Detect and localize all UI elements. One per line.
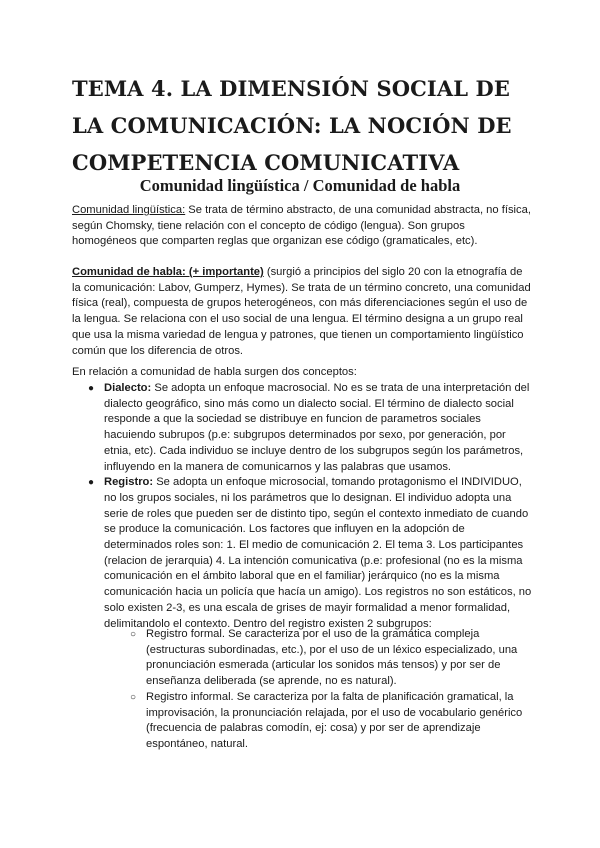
term-comunidad-de-habla: Comunidad de habla: (+ importante): [72, 266, 264, 278]
intro-paragraph: En relación a comunidad de habla surgen dos conceptos:: [72, 366, 357, 378]
paragraph-text: Se trata de término abstracto, de una comunidad abstracta, no física, según Chomsky, tiene relación con el concepto de código (lengua). Son grupos homogéneos que comparten reglas que organizan ese código (gramaticales, etc).: [72, 204, 531, 248]
paragraph-text: (surgió a principios del siglo 20 con la etnografía de la comunicación: Labov, Gumperz, Hymes). Se trata de un término concreto, una comunidad física (real), compuesta de grupos heterogéneos, con más diferenciaciones según el uso de la lengua. Se relaciona con el uso social de una lengua. El término designa a un grupo real que usa la misma variedad de lengua y patrones, que tienen un comportamiento lingüístico común que los diferencia de otros.: [72, 266, 531, 357]
list-item: [130, 627, 532, 690]
item-text: Se adopta un enfoque macrosocial. No es se trata de una interpretación del dialecto geográfico, sino más como un dialecto social. El término de dialecto social responde a que la sociedad se distribuye en funcion de parametros sociales hacuiendo subrupos (p.e: subgrupos determinados por sexo, por generación, por etnia, etc). Cada individuo se incluye dentro de los subgrupos según los parámetros, influyendo en la manera de comunicarnos y las palabras que usamos.: [104, 382, 530, 473]
bullet-icon: ●: [88, 477, 95, 489]
term-registro: Registro:: [104, 476, 154, 489]
subgroup-list: [130, 627, 532, 753]
list-item: [88, 381, 532, 475]
hollow-bullet-icon: ○: [130, 629, 137, 640]
hollow-bullet-icon: ○: [130, 691, 137, 703]
paragraph-comunidad-linguistica: [72, 203, 532, 250]
document-title: TEMA 4. LA DIMENSIÓN SOCIAL DE LA COMUNICACIÓN: LA NOCIÓN DE COMPETENCIA COMUNICATIVA: [72, 76, 512, 175]
paragraph-comunidad-de-habla: [72, 265, 532, 359]
list-item: [88, 475, 532, 632]
bullet-icon: ●: [88, 383, 95, 394]
term-comunidad-linguistica: Comunidad lingüística:: [72, 204, 186, 216]
item-text: Registro formal. Se caracteriza por el uso de la gramática compleja (estructuras subordinadas, etc.), por el uso de un léxico especializado, una pronunciación esmerada (articular los sonidos más tensos) y por ser de enseñanza deliberada (se aprende, no es natural).: [146, 628, 518, 688]
list-item: [130, 690, 532, 753]
term-dialecto: Dialecto:: [104, 382, 152, 394]
item-text: Registro informal. Se caracteriza por la falta de planificación gramatical, la improvisación, la pronunciación relajada, por el uso de vocabulario genérico (frecuencia de palabras comodín, ej: cosa) y por ser de aprendizaje espontáneo, natural.: [146, 690, 523, 750]
item-text: Se adopta un enfoque microsocial, tomando protagonismo el INDIVIDUO, no los grupos sociales, ni los parámetros que lo designan. El individuo adopta una serie de roles que pueden ser de distinto tipo, según el contexto inmediato de cuando se produce la comunicación. Los factores que influyen en la adopción de determinados roles son: 1. El medio de comunicación 2. El tema 3. Los participantes (relacion de jerarquia) 4. La intención comunicativa (p.e: profesional (no es la misma comunicación en el ámbito laboral que en el familiar) jerárquico (no es la misma comunicación hacia un policía que hacía un amigo). Los registros no son estáticos, no solo existen 2-3, es una escala de grises de mayir formalidad a menor formalidad, delimitandolo el contexto. Dentro del registro existen 2 subgrupos:: [104, 476, 532, 630]
section-subtitle: Comunidad lingüística / Comunidad de habla: [139, 176, 461, 195]
concept-list: [88, 381, 532, 632]
